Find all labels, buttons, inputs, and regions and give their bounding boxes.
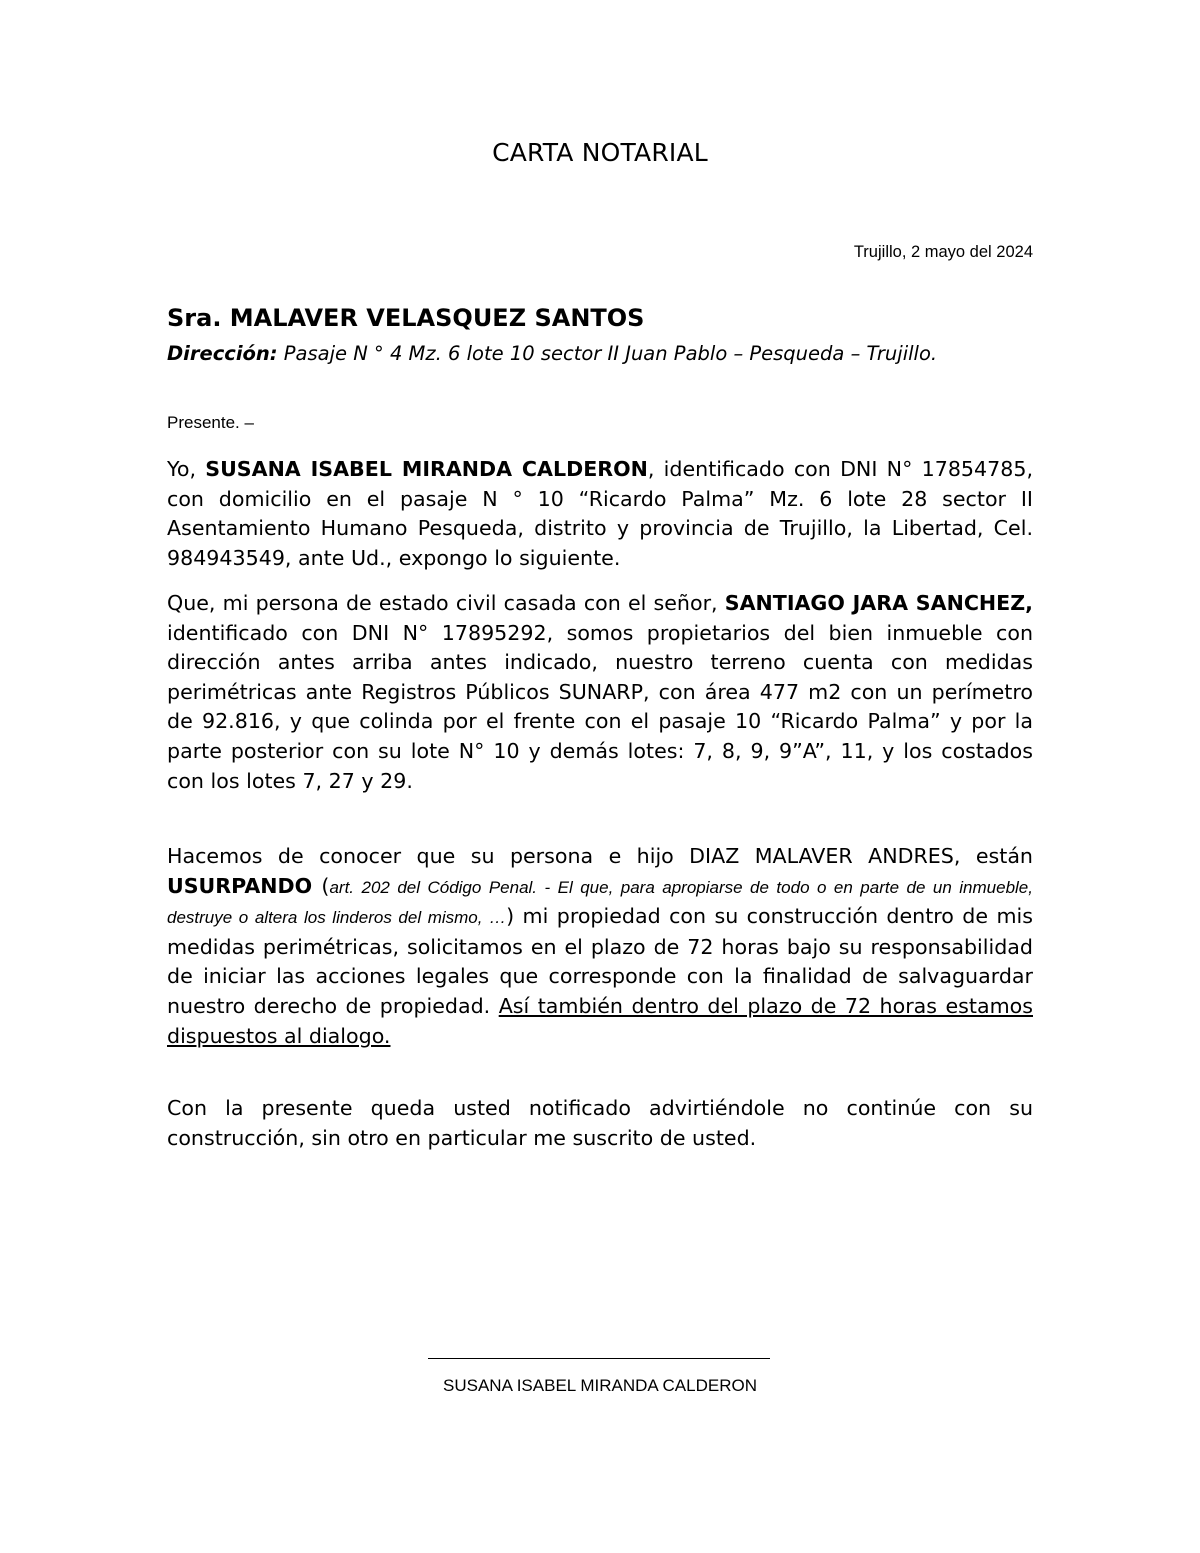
p1-text-end: , identificado con DNI N° 17854785, con domicilio en el pasaje N ° 10 “Ricardo Palma” Mz. 6 lote 28 sector II Asentamiento Humano Pesqueda, distrito y provincia de Trujillo, la Libertad, Cel. 984943549, ante Ud., expongo lo siguiente.: [167, 457, 1033, 570]
recipient-name: Sra. MALAVER VELASQUEZ SANTOS: [167, 304, 645, 332]
p3-text-start: Hacemos de conocer que su persona e hijo DIAZ MALAVER ANDRES, están: [167, 844, 1033, 868]
penal-code-citation: art. 202 del Código Penal. - El que, para apropiarse de todo o en parte de un inmueble, destruye o altera los linderos del mismo, …: [167, 877, 1033, 928]
p2-text-start: Que, mi persona de estado civil casada con el señor,: [167, 591, 725, 615]
p1-text-start: Yo,: [167, 457, 206, 481]
address-value: Pasaje N ° 4 Mz. 6 lote 10 sector II Juan Pablo – Pesqueda – Trujillo.: [277, 342, 938, 365]
address-label: Dirección:: [167, 342, 278, 365]
paragraph-closing: Con la presente queda usted notificado advirtiéndole no continúe con su construcción, sin otro en particular me suscrito de usted.: [167, 1096, 1033, 1150]
paragraph-property: [167, 589, 1033, 796]
recipient-address: [167, 340, 1037, 368]
p3-text-middle: ) mi propiedad con su construcción dentro de mis medidas perimétricas, solicitamos en el plazo de 72 horas bajo su responsabilidad de iniciar las acciones legales que corresponde con la finalidad de salvaguardar nuestro derecho de propiedad.: [167, 904, 1033, 1018]
spouse-name-bold: SANTIAGO JARA SANCHEZ,: [724, 591, 1033, 615]
paragraph-usurpation: [167, 842, 1033, 1051]
document-title: CARTA NOTARIAL: [492, 138, 708, 167]
sender-name-bold: SUSANA ISABEL MIRANDA CALDERON: [205, 457, 648, 481]
signature-name: SUSANA ISABEL MIRANDA CALDERON: [443, 1376, 757, 1395]
letter-date: Trujillo, 2 mayo del 2024: [853, 243, 1033, 261]
usurpando-bold: USURPANDO: [167, 873, 313, 898]
signature-line: [428, 1358, 770, 1359]
p2-text-end: identificado con DNI N° 17895292, somos propietarios del bien inmueble con dirección antes arriba antes indicado, nuestro terreno cuenta con medidas perimétricas ante Registros Públicos SUNARP, con área 477 m2 con un perímetro de 92.816, y que colinda por el frente con el pasaje 10 “Ricardo Palma” y por la parte posterior con su lote N° 10 y demás lotes: 7, 8, 9, 9”A”, 11, y los costados con los lotes 7, 27 y 29.: [167, 620, 1033, 793]
paragraph-identification: [167, 455, 1033, 573]
dialogue-underlined: Así también dentro del plazo de 72 horas estamos dispuestos al dialogo.: [167, 993, 1033, 1048]
p3-paren-open: (: [312, 873, 330, 898]
greeting: Presente. –: [167, 413, 254, 432]
